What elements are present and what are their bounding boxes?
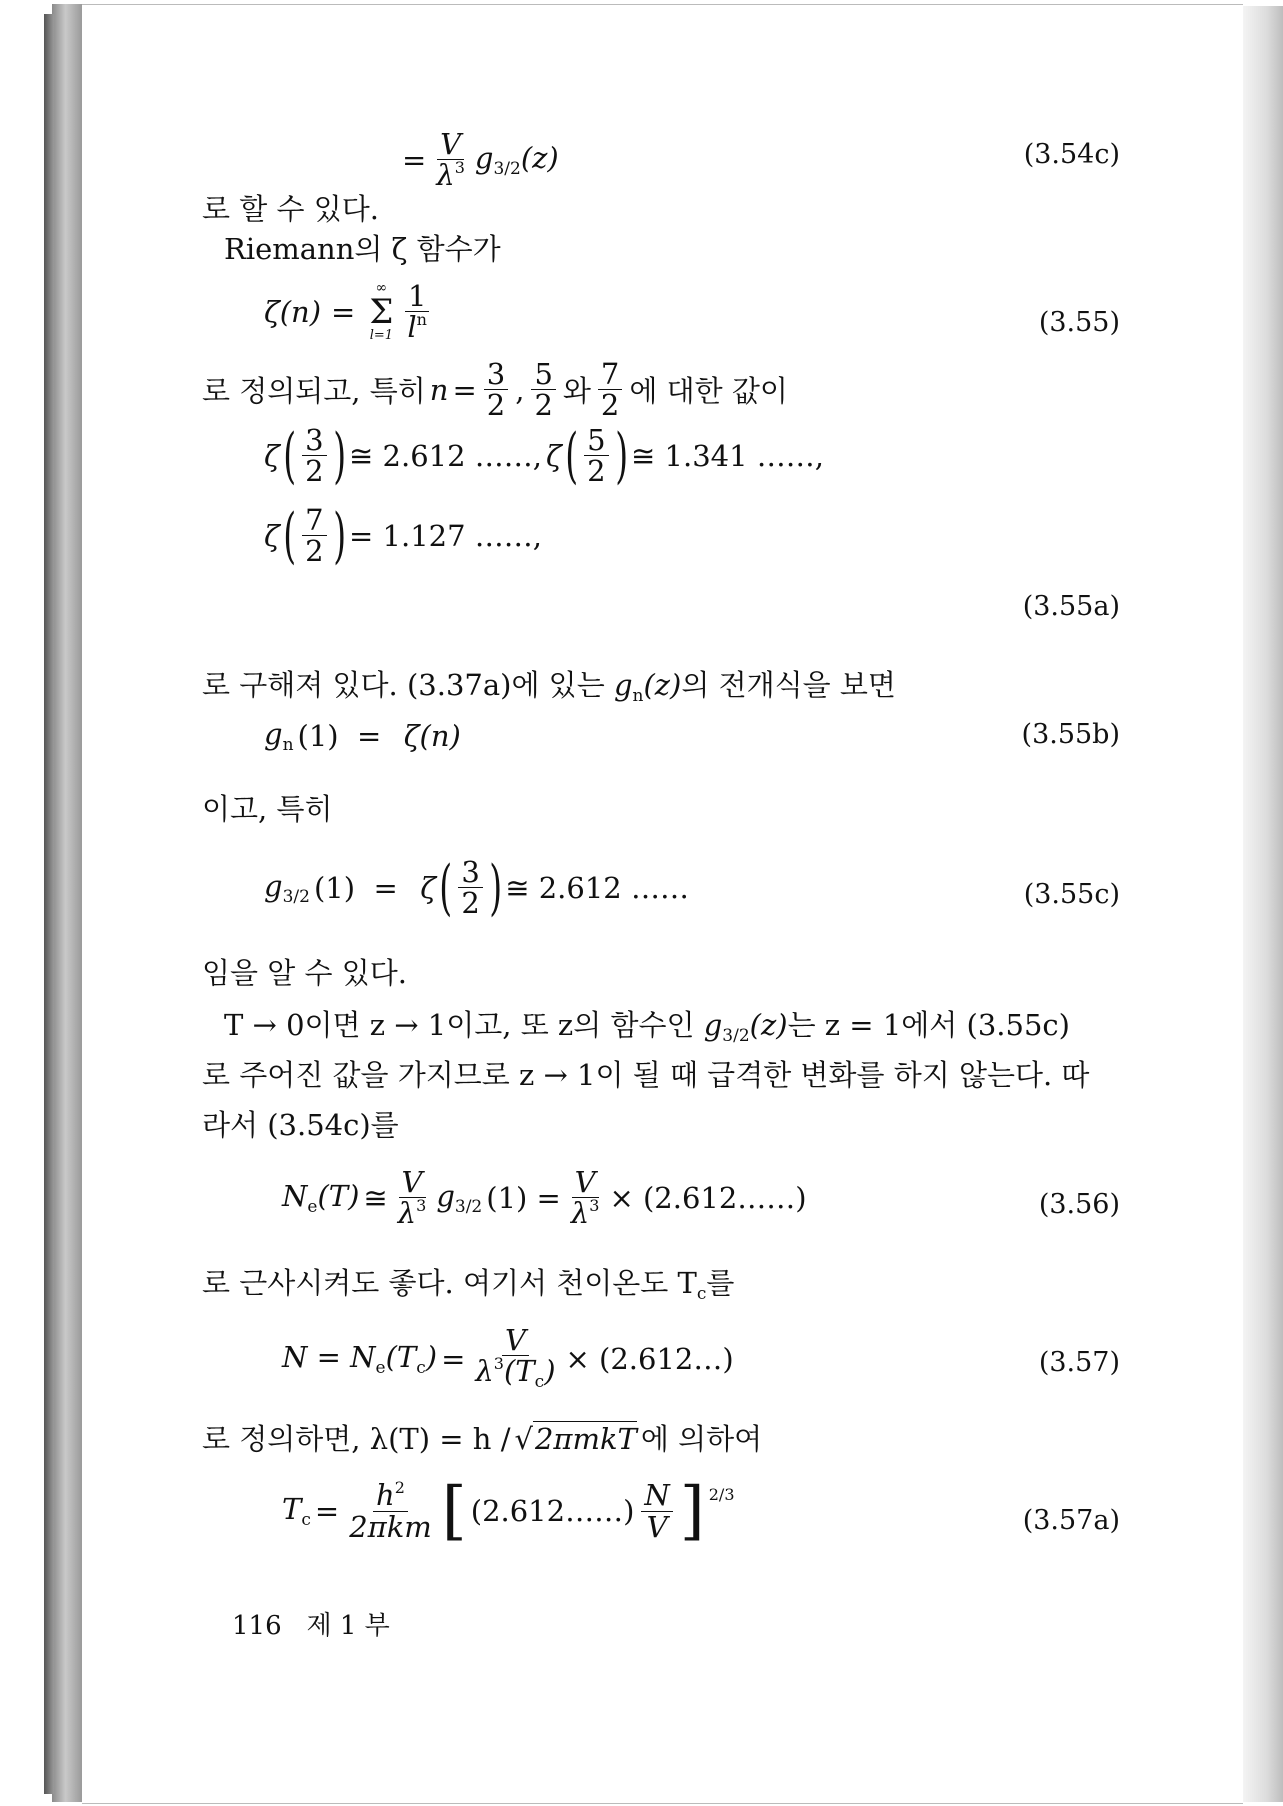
equation-3-54c: = $\frac{V}{\lambda^3}$ $g_{3/2}(z)$ xyxy=(402,127,559,193)
equation-3-57a: $T_c$ = $\frac{h^2}{\text{2πkm}}$ [ (2.612……) $\frac{N}{V}$ ] 2/3 xyxy=(282,1474,735,1548)
value: = 1.127 ……, xyxy=(349,518,542,553)
value: ≅ 2.612 …… xyxy=(505,870,689,905)
text-line: T → 0이면 z → 1이고, 또 z의 함수인 $g_{3/2}(z)$는 z = 1에서 (3.55c) xyxy=(224,1008,1070,1046)
text-fragment: 에 대한 값이 xyxy=(629,374,788,409)
text-line: 로 주어진 값을 가지므로 z → 1이 될 때 급격한 변화를 하지 않는다. 따 xyxy=(202,1058,1090,1092)
text-fragment: T → 0이면 z → 1이고, 또 z의 함수인 xyxy=(224,1008,704,1042)
equation-zeta-values: ζ ( $\frac{3}{2}$ ) ≅ 2.612 ……, ζ ( $\frac{5}{2}$ ) ≅ 1.341 ……, xyxy=(264,420,824,491)
equation-3-57: $N = N_e(T_c)$ = $\frac{V}{\lambda^3(T_c)}$ × (2.612…) xyxy=(282,1323,734,1393)
page-number: 116 xyxy=(232,1611,282,1641)
value: ≅ 2.612 ……, xyxy=(349,438,542,473)
text-line: Riemann의 ζ 함수가 xyxy=(224,232,501,266)
text-line: 로 정의되고, 특히 n = $\frac{3}{2}$ , $\frac{5}{2}$ 와 $\frac{7}{2}$ 에 대한 값이 xyxy=(202,357,788,423)
book-spine-left xyxy=(52,4,82,1802)
eq-number: (3.55b) xyxy=(1021,719,1120,750)
value: × (2.612…) xyxy=(565,1341,734,1376)
eq-number: (3.54c) xyxy=(1023,139,1120,170)
value: × (2.612……) xyxy=(609,1180,807,1215)
text-line: 로 근사시켜도 좋다. 여기서 천이온도 $T_c$를 xyxy=(202,1266,735,1304)
equation-3-55a: ζ ( $\frac{7}{2}$ ) = 1.127 ……, xyxy=(264,500,542,571)
text-fragment: 로 근사시켜도 좋다. 여기서 천이온도 T xyxy=(202,1266,697,1300)
book-page xyxy=(82,4,1243,1804)
text-fragment: 의 전개식을 보면 xyxy=(681,668,896,702)
book-edge-right xyxy=(1243,6,1283,1802)
equation-3-56: $N_e(T)$ ≅ $\frac{V}{\lambda^3}$ $g_{3/2}$ (1) = $\frac{V}{\lambda^3}$ × (2.612……) xyxy=(282,1165,807,1231)
text-fragment: 를 xyxy=(706,1266,735,1300)
text-line: 로 구해져 있다. (3.37a)에 있는 $g_n(z)$의 전개식을 보면 xyxy=(202,668,896,706)
eq-number: (3.57) xyxy=(1038,1347,1120,1378)
text-line: 로 정의하면, λ(T) = h / √2πmkT 에 의하여 xyxy=(202,1422,763,1456)
text-line: 라서 (3.54c)를 xyxy=(202,1108,399,1142)
eq-number: (3.55) xyxy=(1038,307,1120,338)
text-fragment: 에 의하여 xyxy=(640,1422,763,1456)
equation-3-55: ζ(n) = ∞ Σ l=1 $\frac{1}{l^n}$ xyxy=(264,281,433,343)
text-line: 임을 알 수 있다. xyxy=(202,956,407,990)
text-fragment: 로 정의되고, 특히 xyxy=(202,374,426,409)
page-footer xyxy=(232,1605,390,1642)
eq-number: (3.55a) xyxy=(1022,591,1120,622)
eq-number: (3.56) xyxy=(1038,1189,1120,1220)
eq-number: (3.55c) xyxy=(1023,879,1120,910)
equation-3-55c: $g_{3/2}$ (1) = ζ ( $\frac{3}{2}$ ) ≅ 2.612 …… xyxy=(264,852,689,923)
value: (2.612……) xyxy=(470,1494,635,1528)
text-fragment: 는 z = 1에서 (3.55c) xyxy=(787,1008,1070,1042)
text-fragment: 로 정의하면, λ(T) = h / xyxy=(202,1422,511,1456)
part-label: 제 1 부 xyxy=(306,1611,390,1641)
text-fragment: 로 구해져 있다. (3.37a)에 있는 xyxy=(202,668,614,702)
eq-number: (3.57a) xyxy=(1022,1505,1120,1536)
text-line: 로 할 수 있다. xyxy=(202,192,379,226)
text-line: 이고, 특히 xyxy=(202,792,333,826)
value: ≅ 1.341 ……, xyxy=(631,438,824,473)
equation-3-55b: $g_n$ (1) = ζ(n) xyxy=(264,717,461,755)
